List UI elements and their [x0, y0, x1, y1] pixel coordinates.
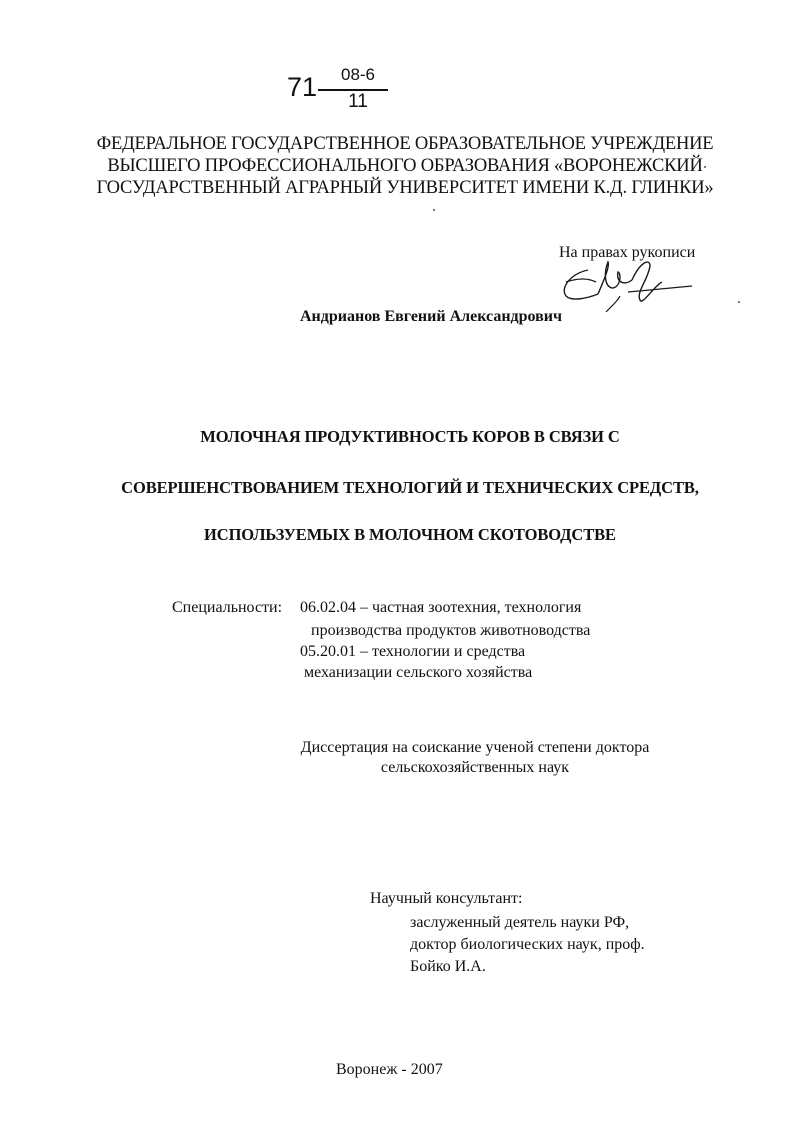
specialty-description-line: механизации сельского хозяйства — [304, 664, 533, 681]
library-stamp-prefix: 71 — [287, 72, 318, 102]
institution-line: ФЕДЕРАЛЬНОЕ ГОСУДАРСТВЕННОЕ ОБРАЗОВАТЕЛЬНОЕ УЧРЕЖДЕНИЕ — [96, 134, 714, 154]
consultant-line: заслуженный деятель науки РФ, — [410, 914, 630, 931]
scan-speck — [738, 301, 740, 303]
specialty-code-line: 05.20.01 – технологии и средства — [300, 643, 526, 660]
institution-header — [60, 133, 750, 199]
degree-line: Диссертация на соискание ученой степени доктора — [300, 739, 650, 756]
dissertation-title-line: МОЛОЧНАЯ ПРОДУКТИВНОСТЬ КОРОВ В СВЯЗИ С — [200, 427, 620, 446]
signature-icon — [558, 252, 698, 312]
institution-line: ГОСУДАРСТВЕННЫЙ АГРАРНЫЙ УНИВЕРСИТЕТ ИМЕНИ К.Д. ГЛИНКИ» — [96, 178, 714, 198]
dissertation-title-line: СОВЕРШЕНСТВОВАНИЕМ ТЕХНОЛОГИЙ И ТЕХНИЧЕСКИХ СРЕДСТВ, — [121, 478, 699, 497]
consultant-line: Бойко И.А. — [410, 958, 486, 975]
dissertation-title-line: ИСПОЛЬЗУЕМЫХ В МОЛОЧНОМ СКОТОВОДСТВЕ — [204, 525, 616, 544]
scan-speck — [704, 166, 706, 168]
consultant-label: Научный консультант: — [370, 890, 523, 907]
degree-statement — [240, 738, 710, 778]
manuscript-rights-note: На правах рукописи — [559, 244, 696, 261]
specialties-label: Специальности: — [172, 599, 283, 616]
specialty-description-line: производства продуктов животноводства — [311, 622, 591, 639]
author-name: Андрианов Евгений Александрович — [300, 308, 563, 325]
library-stamp-numerator: 08-6 — [340, 65, 376, 84]
institution-line: ВЫСШЕГО ПРОФЕССИОНАЛЬНОГО ОБРАЗОВАНИЯ «ВОРОНЕЖСКИЙ — [107, 156, 703, 176]
scan-speck — [433, 209, 435, 211]
place-and-year: Воронеж - 2007 — [336, 1061, 443, 1078]
consultant-line: доктор биологических наук, проф. — [410, 936, 645, 953]
library-stamp-denominator: 11 — [348, 91, 368, 112]
degree-line: сельскохозяйственных наук — [380, 759, 570, 776]
specialty-code-line: 06.02.04 – частная зоотехния, технология — [300, 599, 582, 616]
